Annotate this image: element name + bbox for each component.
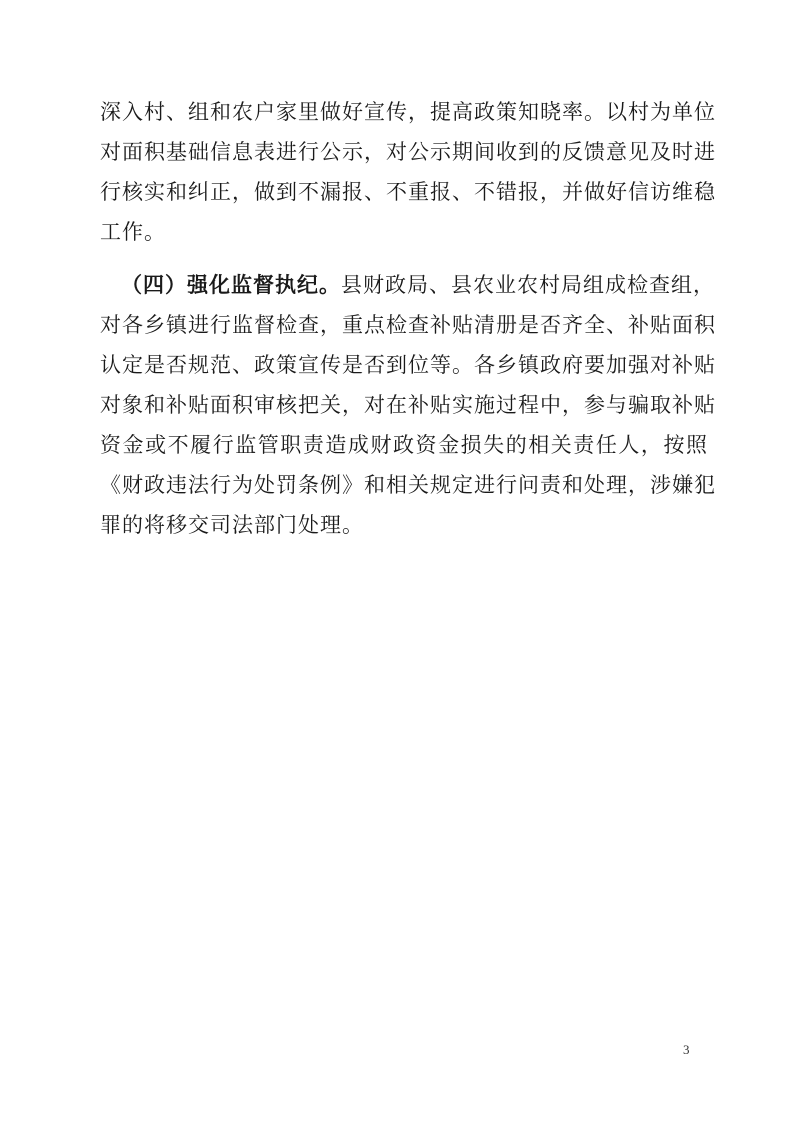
page-number: 3 xyxy=(683,1042,690,1057)
paragraph-supervision xyxy=(100,265,716,545)
paragraph-line: 罪的将移交司法部门处理。 xyxy=(100,513,364,537)
paragraph-line: 对面积基础信息表进行公示，对公示期间收到的反馈意见及时进 xyxy=(100,140,716,164)
paragraph-line: 对各乡镇进行监督检查，重点检查补贴清册是否齐全、补贴面积 xyxy=(100,313,716,337)
paragraph-line: 对象和补贴面积审核把关，对在补贴实施过程中，参与骗取补贴 xyxy=(100,393,716,417)
paragraph-line: 资金或不履行监管职责造成财政资金损失的相关责任人，按照 xyxy=(100,433,708,457)
paragraph-line: 《财政违法行为处罚条例》和相关规定进行问责和处理，涉嫌犯 xyxy=(100,473,716,497)
section-heading: （四）强化监督执纪。 xyxy=(121,273,341,297)
paragraph-first-line xyxy=(100,265,715,305)
paragraph-line: 深入村、组和农户家里做好宣传，提高政策知晓率。以村为单位 xyxy=(100,100,716,124)
paragraph-line: 工作。 xyxy=(100,220,166,244)
paragraph-line: 行核实和纠正，做到不漏报、不重报、不错报，并做好信访维稳 xyxy=(100,180,716,204)
paragraph-text: 县财政局、县农业农村局组成检查组， xyxy=(341,273,715,297)
paragraph-publicity xyxy=(100,92,716,252)
paragraph-line: 认定是否规范、政策宣传是否到位等。各乡镇政府要加强对补贴 xyxy=(100,353,716,377)
